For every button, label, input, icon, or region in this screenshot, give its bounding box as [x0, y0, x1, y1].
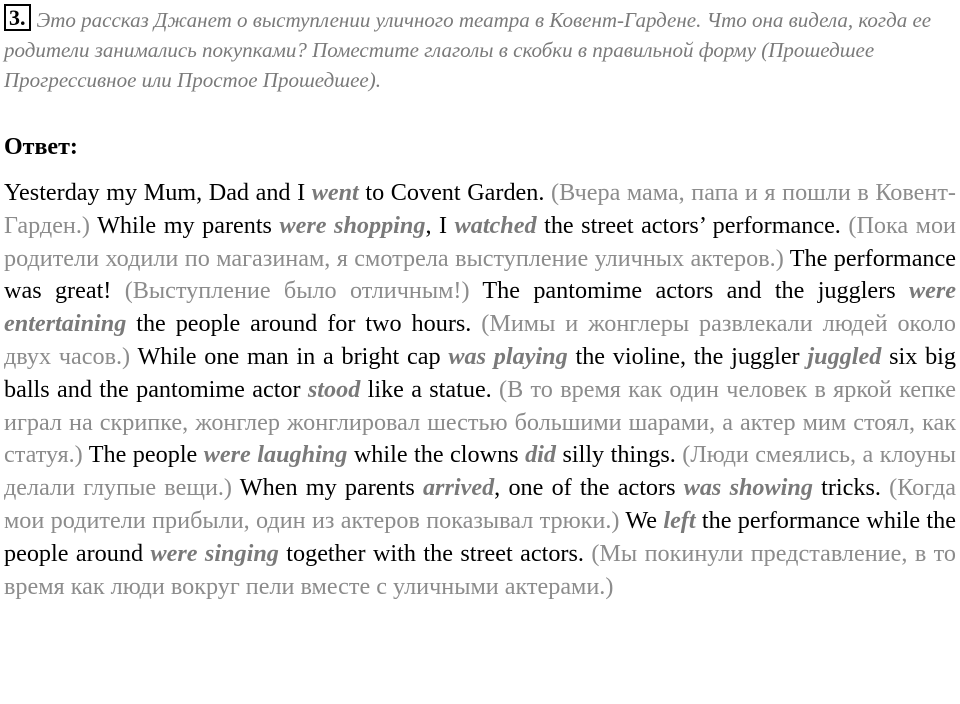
english-text: tricks. — [812, 474, 890, 502]
task-instruction-text: Это рассказ Джанет о выступлении уличного театра в Ковент-Гардене. Что она видела, когда ее родители занимались покупками? Поместите глаголы в скобки в правильной форму (Прошедшее Прогрессивное или Простое Прошедшее). — [4, 8, 932, 92]
task-number: 3. — [4, 4, 31, 31]
english-text: the street actors’ performance. — [536, 211, 849, 239]
english-text: to Covent Garden. — [358, 179, 552, 206]
russian-translation: (Люди смеялись, а клоуны делали глупые вещи.) — [4, 441, 956, 502]
english-text: six big balls and the pantomime actor — [4, 342, 956, 403]
answer-verb: was showing — [683, 474, 813, 502]
english-text: together with the street actors. — [278, 539, 592, 567]
english-text: silly things. — [555, 441, 683, 469]
answer-verb: was playing — [448, 342, 568, 370]
russian-translation: (В то время как один человек в яркой кепке играл на скрипке, жонглер жонглировал шестью большими шарами, а актер мим стоял, как статуя.) — [4, 375, 956, 469]
russian-translation: (Когда мои родители прибыли, один из актеров показывал трюки.) — [4, 474, 956, 534]
russian-translation: (Вчера мама, папа и я пошли в Ковент-Гарден.) — [4, 179, 956, 239]
answer-verb: were laughing — [203, 441, 348, 469]
english-text: like a statue. — [360, 375, 500, 403]
answer-verb: stood — [307, 375, 361, 403]
answer-paragraph — [4, 177, 956, 603]
russian-translation: (Мы покинули представление, в то время как люди вокруг пели вместе с уличными актерами.) — [4, 539, 957, 600]
english-text: the people around for two hours. — [126, 310, 482, 338]
english-text: The performance was great! — [4, 244, 956, 305]
answer-verb: were entertaining — [4, 277, 956, 338]
task-instruction-block — [4, 4, 954, 95]
answer-verb: juggled — [807, 342, 882, 370]
english-text: the violine, the juggler — [567, 342, 808, 370]
answer-verb: arrived — [422, 474, 495, 502]
english-text: While my parents — [89, 211, 280, 239]
english-text: , I — [425, 211, 455, 239]
russian-translation: (Пока мои родители ходили по магазинам, я смотрела выступление уличных актеров.) — [4, 211, 956, 272]
english-text: While one man in a bright cap — [130, 342, 449, 370]
answer-verb: left — [663, 506, 696, 534]
answer-verb: were shopping — [279, 211, 426, 239]
answer-verb: were singing — [150, 539, 279, 567]
english-text: The people — [82, 441, 204, 469]
english-text: while the clowns — [347, 441, 526, 469]
answer-verb: watched — [454, 211, 537, 239]
russian-translation: (Выступление было отличным!) — [124, 277, 470, 305]
answer-verb: did — [525, 441, 556, 469]
russian-translation: (Мимы и жонглеры развлекали людей около двух часов.) — [4, 310, 957, 370]
answer-verb: went — [311, 179, 359, 206]
english-text: We — [619, 506, 664, 534]
english-text: The pantomime actors and the jugglers — [469, 277, 909, 305]
english-text: Yesterday my Mum, Dad and I — [4, 179, 312, 206]
english-text: the performance while the people around — [4, 506, 956, 567]
answer-heading: Ответ: — [4, 134, 78, 160]
english-text: When my parents — [232, 474, 423, 502]
english-text: , one of the actors — [494, 474, 684, 502]
